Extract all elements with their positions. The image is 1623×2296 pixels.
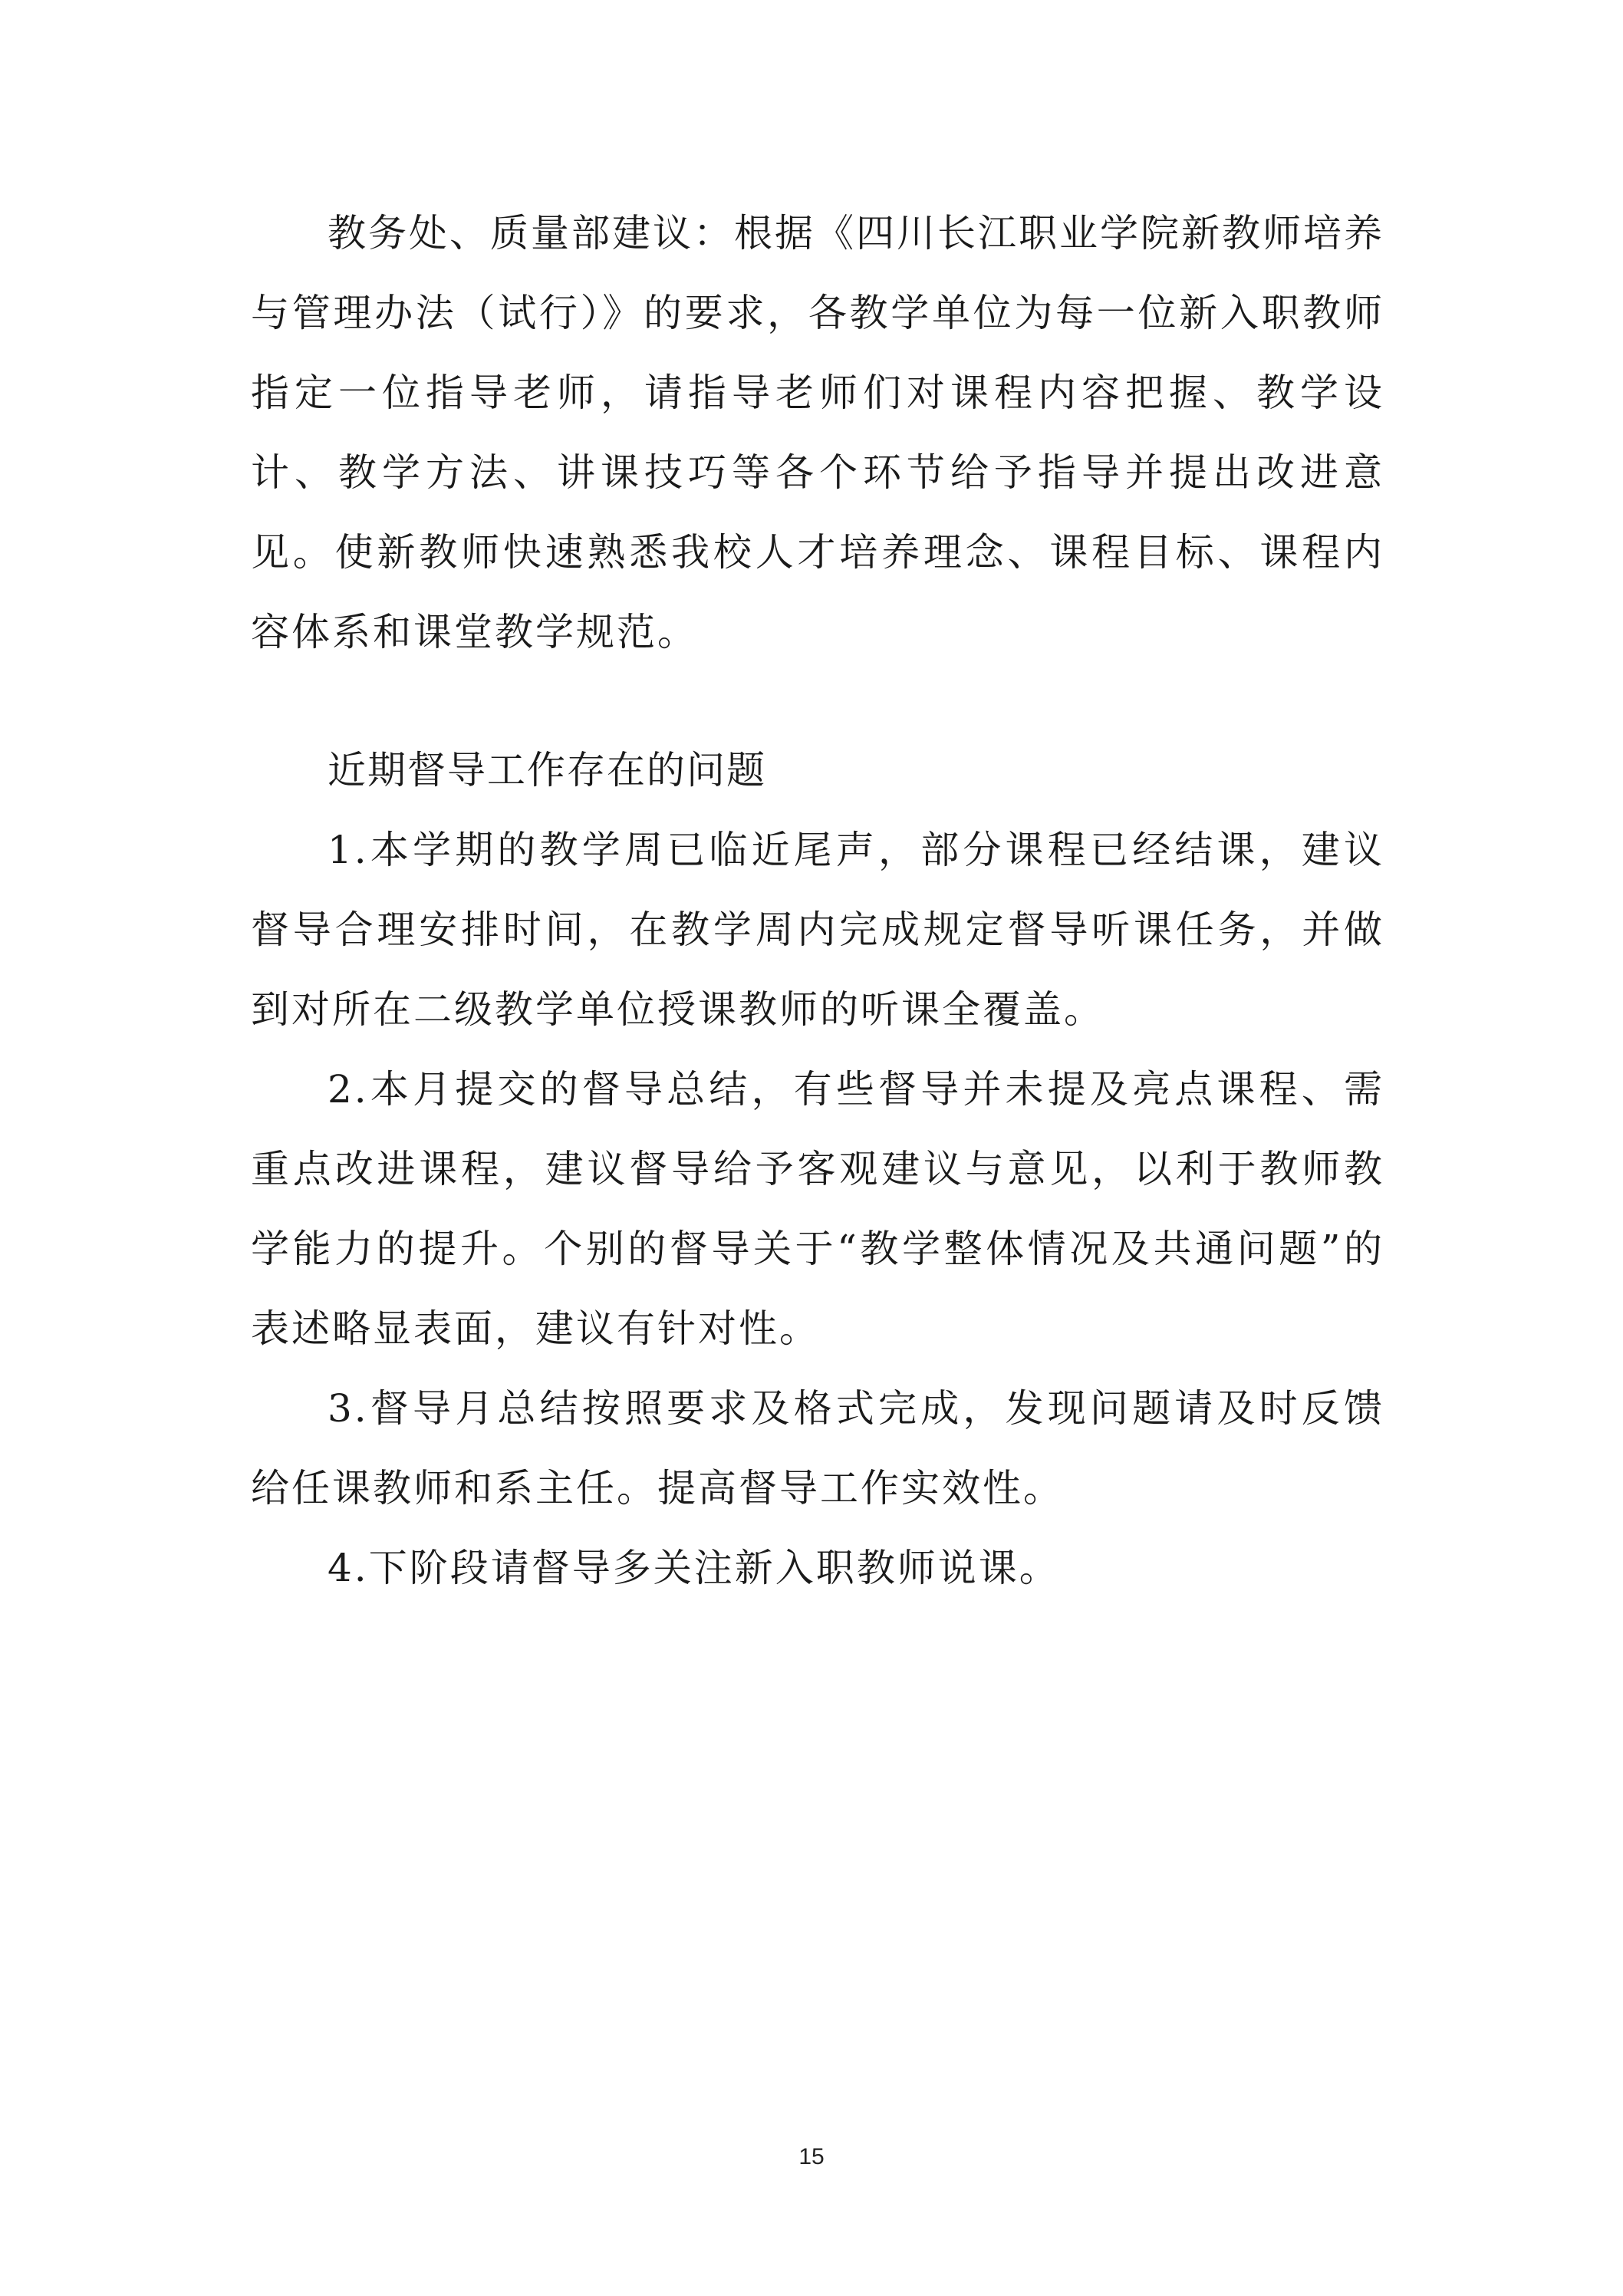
issue-paragraph-3: 3.督导月总结按照要求及格式完成，发现问题请及时反馈给任课教师和系主任。提高督导工作实效性。 bbox=[251, 1386, 1384, 1510]
page-number: 15 bbox=[798, 2144, 825, 2169]
issue-paragraph-2: 2.本月提交的督导总结，有些督导并未提及亮点课程、需重点改进课程，建议督导给予客观建议与意见，以利于教师教学能力的提升。个别的督导关于“教学整体情况及共通问题”的表述略显表面，建议有针对性。 bbox=[251, 1067, 1384, 1351]
issue-paragraph-4: 4.下阶段请督导多关注新入职教师说课。 bbox=[328, 1546, 1060, 1590]
issue-paragraph-1: 1.本学期的教学周已临近尾声，部分课程已经结课，建议督导合理安排时间，在教学周内完成规定督导听课任务，并做到对所在二级教学单位授课教师的听课全覆盖。 bbox=[251, 828, 1384, 1032]
page-content bbox=[251, 193, 1384, 1608]
section-heading: 近期督导工作存在的问题 bbox=[328, 748, 766, 792]
intro-paragraph: 教务处、质量部建议：根据《四川长江职业学院新教师培养与管理办法（试行）》的要求，各教学单位为每一位新入职教师指定一位指导老师，请指导老师们对课程内容把握、教学设计、教学方法、讲课技巧等各个环节给予指导并提出改进意见。使新教师快速熟悉我校人才培养理念、课程目标、课程内容体系和课堂教学规范。 bbox=[251, 211, 1384, 654]
